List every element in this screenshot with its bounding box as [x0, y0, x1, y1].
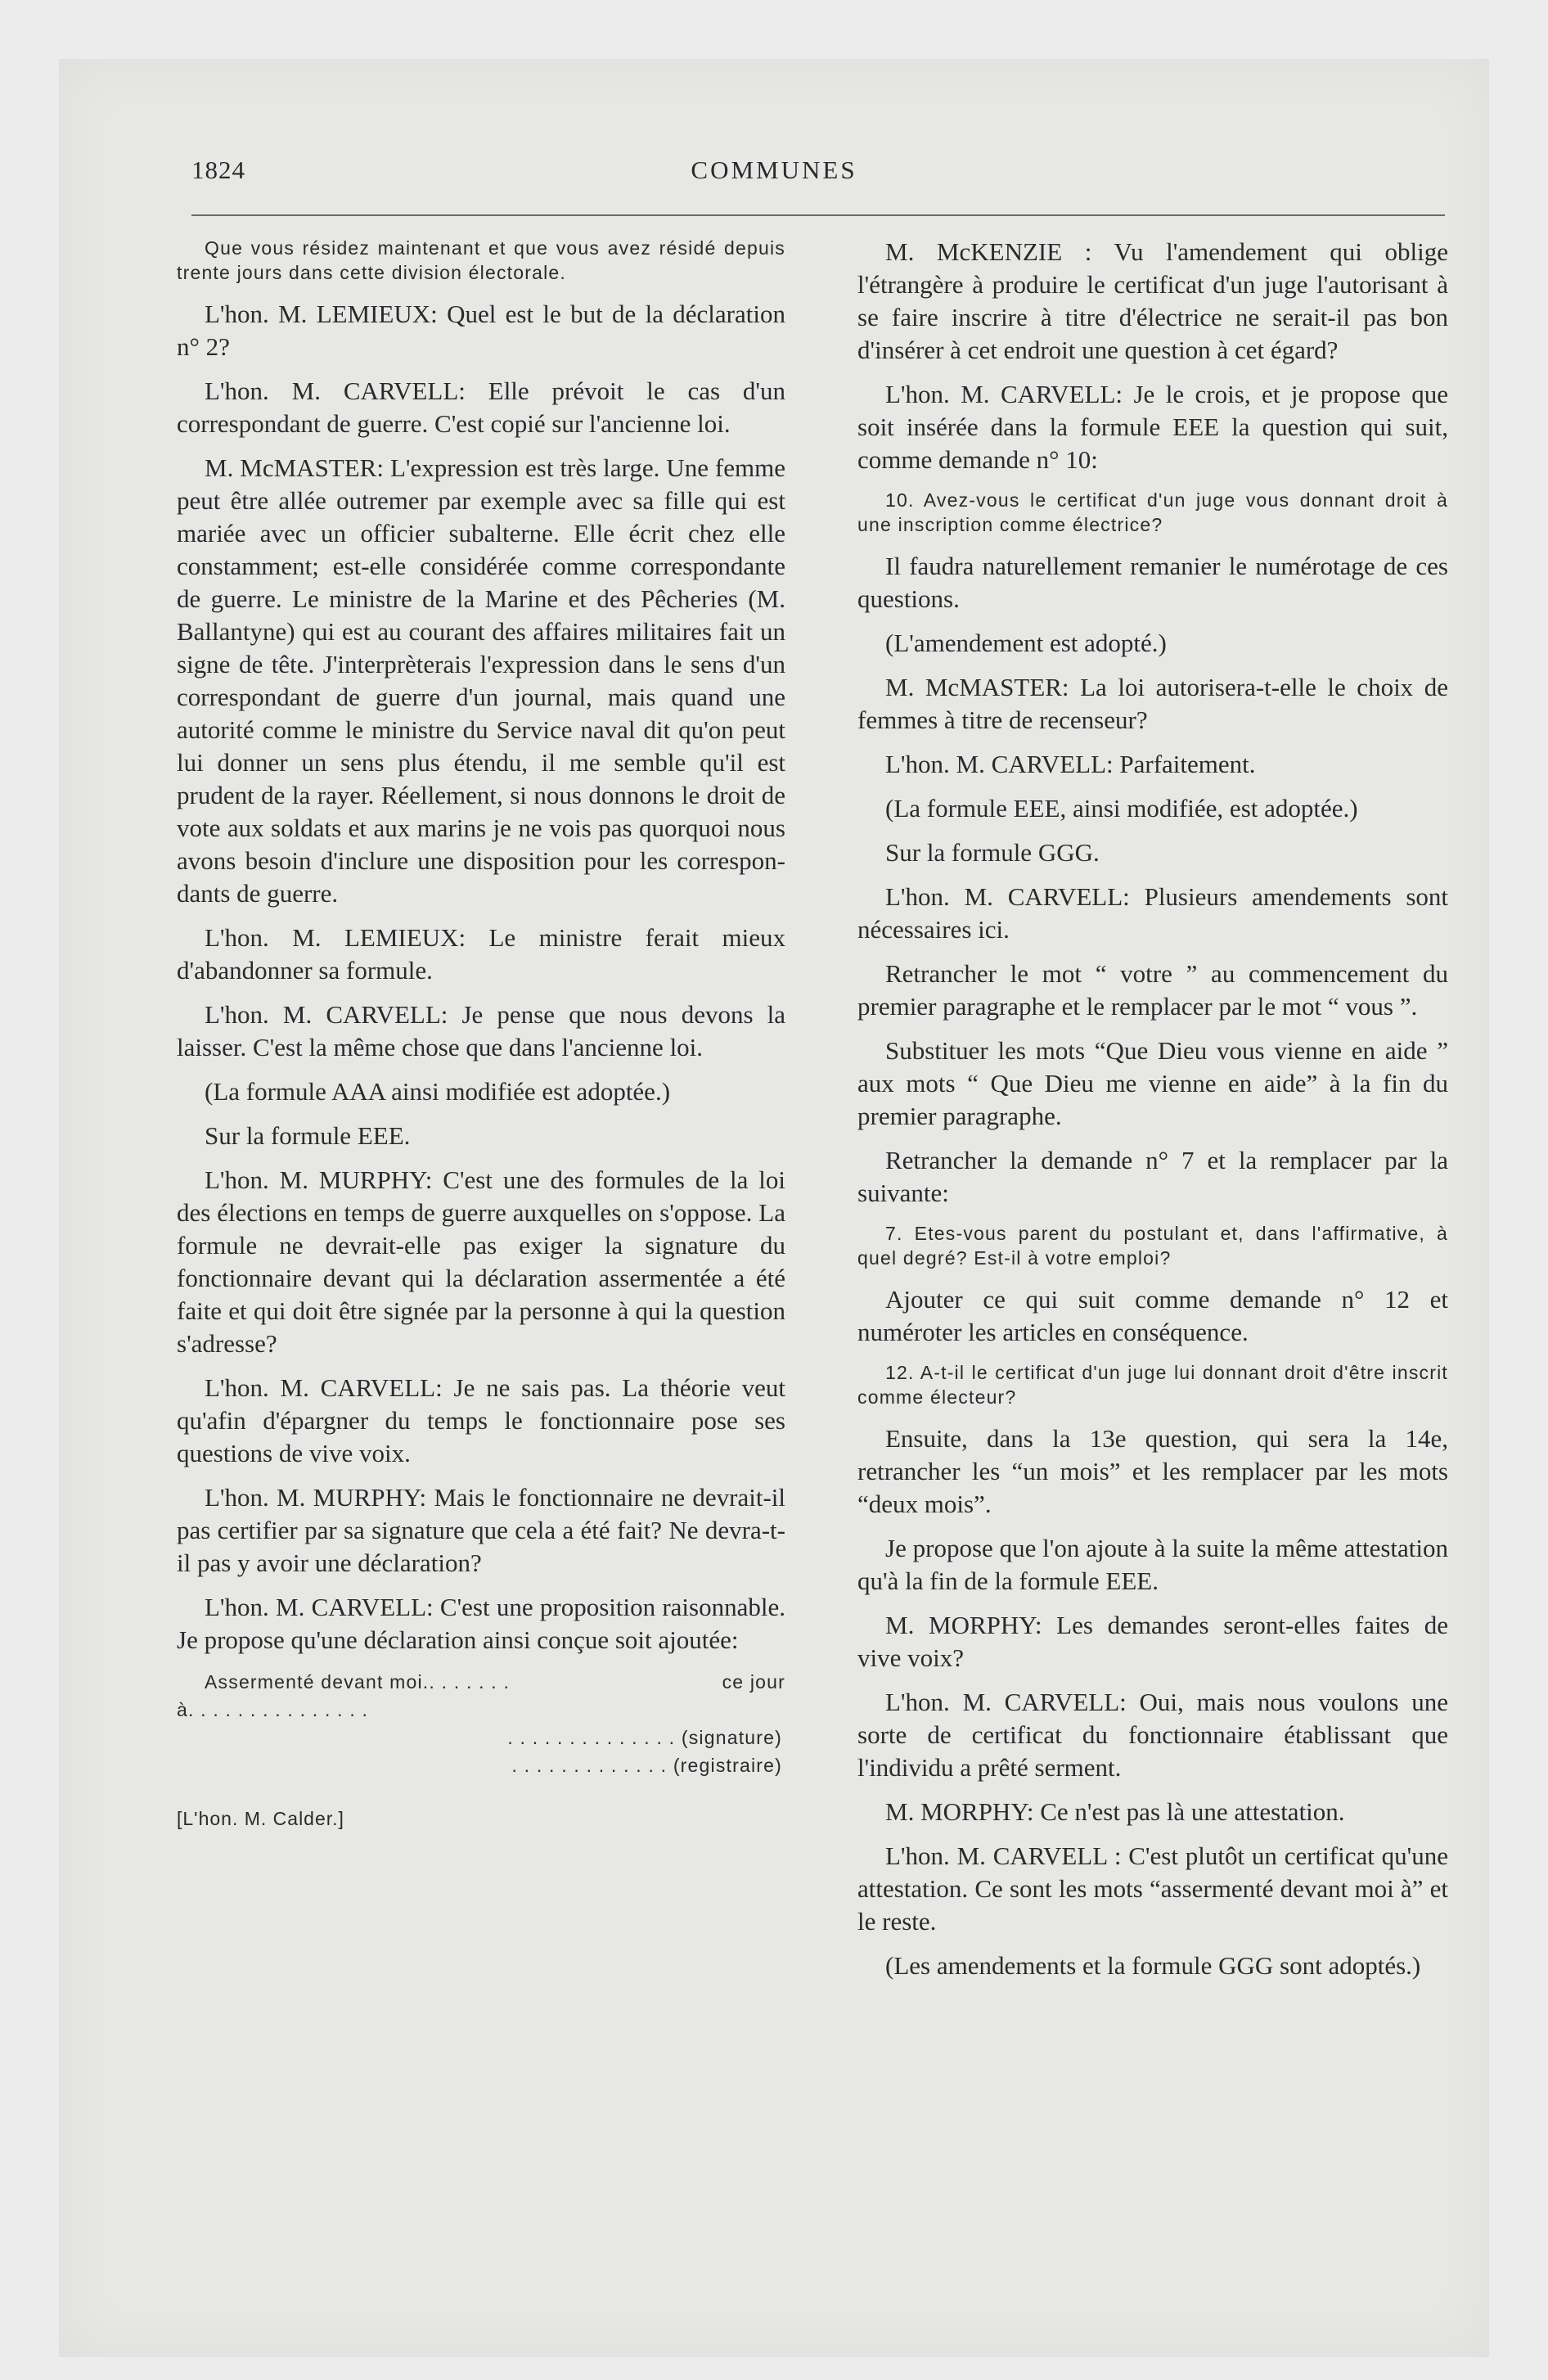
paragraph: M. MORPHY: Ce n'est pas là une attestation.: [885, 1797, 1345, 1826]
left-column: [177, 236, 785, 1846]
sworn-declaration-form: [177, 1668, 785, 1779]
paragraph: Ensuite, dans la 13e question, qui sera la 14e, retrancher les “un mois” et les remplacer par les mots “deux mois”.: [857, 1424, 1448, 1518]
paragraph: Sur la formule EEE.: [205, 1121, 411, 1150]
paragraph: Retrancher le mot “ votre ” au commencement du premier paragraphe et le remplacer par le mot “ vous ”.: [857, 959, 1448, 1021]
form-line-right: ce jour: [722, 1671, 785, 1693]
quoted-question: 12. A-t-il le certificat d'un juge lui donnant droit d'être inscrit comme électeur?: [857, 1362, 1448, 1408]
paragraph: L'hon. M. LEMIEUX: Le ministre ferait mieux d'abandonner sa formule.: [177, 923, 785, 985]
paragraph: L'hon. M. MURPHY: C'est une des formules de la loi des élections en temps de guerre auxquelles on s'oppose. La formule ne devrait-elle pas exiger la signature du fonctionnaire devant qui la déclaration assermentée a été faite et qui doit être signée par la personne à qui la question s'adresse?: [177, 1165, 785, 1358]
paragraph: (La formule EEE, ainsi modifiée, est adoptée.): [885, 794, 1358, 823]
paragraph: L'hon. M. CARVELL: C'est une proposition raisonnable. Je propose qu'une déclaration ainsi conçue soit ajoutée:: [177, 1593, 785, 1654]
quoted-question: 10. Avez-vous le certificat d'un juge vous donnant droit à une inscription comme électrice?: [857, 489, 1448, 535]
form-line-registrar: . . . . . . . . . . . . . (registraire): [511, 1755, 782, 1776]
right-column: [857, 236, 1448, 1994]
paragraph: L'hon. M. CARVELL: Je pense que nous devons la laisser. C'est la même chose que dans l'ancienne loi.: [177, 1000, 785, 1062]
paragraph: M. McKENZIE : Vu l'amendement qui oblige l'étrangère à produire le certificat d'un juge l'autorisant à se faire inscrire à titre d'électrice ne serait-il pas bon d'insérer à cet endroit une question à cet égard?: [857, 237, 1448, 364]
paragraph: L'hon. M. LEMIEUX: Quel est le but de la déclaration n° 2?: [177, 300, 785, 361]
paragraph: Il faudra naturellement remanier le numérotage de ces questions.: [857, 552, 1448, 613]
paragraph: L'hon. M. CARVELL: Je le crois, et je propose que soit insérée dans la formule EEE la question qui suit, comme demande n° 10:: [857, 380, 1448, 474]
form-line: à. . . . . . . . . . . . . . .: [177, 1699, 369, 1720]
paragraph: (Les amendements et la formule GGG sont adoptés.): [885, 1951, 1421, 1980]
speaker-citation: [L'hon. M. Calder.]: [177, 1808, 344, 1829]
header-rule: [191, 214, 1445, 216]
paragraph: M. McMASTER: L'expression est très large. Une femme peut être allée outremer par exemple avec sa fille qui est mariée avec un officier subalterne. Elle écrit chez elle constamment; est-elle considérée comme correspondante de guerre. Le ministre de la Marine et des Pêcheries (M. Ballantyne) qui est au courant des affaires militaires fait un signe de tête. J'interprèterais l'expression dans le sens d'un correspondant de guerre d'un journal, mais quand une autorité comme le ministre du Service naval dit qu'on peut lui donner un sens plus étendu, il me semble qu'il est prudent de la rayer. Réellement, si nous donnons le droit de vote aux soldats et aux marins je ne vois pas quorquoi nous avons besoin d'inclure une disposition pour les correspondants de guerre.: [177, 453, 785, 908]
paragraph: Sur la formule GGG.: [885, 838, 1100, 867]
form-line-left: Assermenté devant moi.. . . . . . .: [205, 1671, 511, 1693]
paragraph: Retrancher la demande n° 7 et la remplacer par la suivante:: [857, 1146, 1448, 1207]
form-line-signature: . . . . . . . . . . . . . . (signature): [507, 1727, 782, 1748]
running-header: COMMUNES: [691, 156, 857, 184]
paragraph: L'hon. M. CARVELL: Je ne sais pas. La théorie veut qu'afin d'épargner du temps le fonctionnaire pose ses questions de vive voix.: [177, 1373, 785, 1467]
paragraph: Je propose que l'on ajoute à la suite la même attestation qu'à la fin de la formule EEE.: [857, 1534, 1448, 1595]
paragraph: L'hon. M. CARVELL: Plusieurs amendements sont nécessaires ici.: [857, 882, 1448, 944]
paragraph: Substituer les mots “Que Dieu vous vienne en aide ” aux mots “ Que Dieu me vienne en aide” à la fin du premier paragraphe.: [857, 1036, 1448, 1130]
paragraph: L'hon. M. CARVELL : C'est plutôt un certificat qu'une attestation. Ce sont les mots “assermenté devant moi à” et le reste.: [857, 1841, 1448, 1936]
form-line: [177, 1668, 785, 1696]
paragraph: Ajouter ce qui suit comme demande n° 12 et numéroter les articles en conséquence.: [857, 1285, 1448, 1346]
quoted-form-text: Que vous résidez maintenant et que vous avez résidé depuis trente jours dans cette division électorale.: [177, 237, 785, 283]
paragraph: L'hon. M. CARVELL: Elle prévoit le cas d'un correspondant de guerre. C'est copié sur l'ancienne loi.: [177, 376, 785, 438]
paragraph: L'hon. M. MURPHY: Mais le fonctionnaire ne devrait-il pas certifier par sa signature que cela a été fait? Ne devra-t-il pas y avoir une déclaration?: [177, 1483, 785, 1577]
paragraph: (La formule AAA ainsi modifiée est adoptée.): [205, 1077, 671, 1106]
paragraph: (L'amendement est adopté.): [885, 629, 1167, 657]
paragraph: M. MORPHY: Les demandes seront-elles faites de vive voix?: [857, 1611, 1448, 1672]
quoted-question: 7. Etes-vous parent du postulant et, dans l'affirmative, à quel degré? Est-il à votre emploi?: [857, 1223, 1448, 1269]
paragraph: L'hon. M. CARVELL: Oui, mais nous voulons une sorte de certificat du fonctionnaire établissant que l'individu a prêté serment.: [857, 1688, 1448, 1782]
page-number: 1824: [191, 156, 245, 184]
paragraph: L'hon. M. CARVELL: Parfaitement.: [885, 750, 1256, 778]
paragraph: M. McMASTER: La loi autorisera-t-elle le choix de femmes à titre de recenseur?: [857, 673, 1448, 734]
